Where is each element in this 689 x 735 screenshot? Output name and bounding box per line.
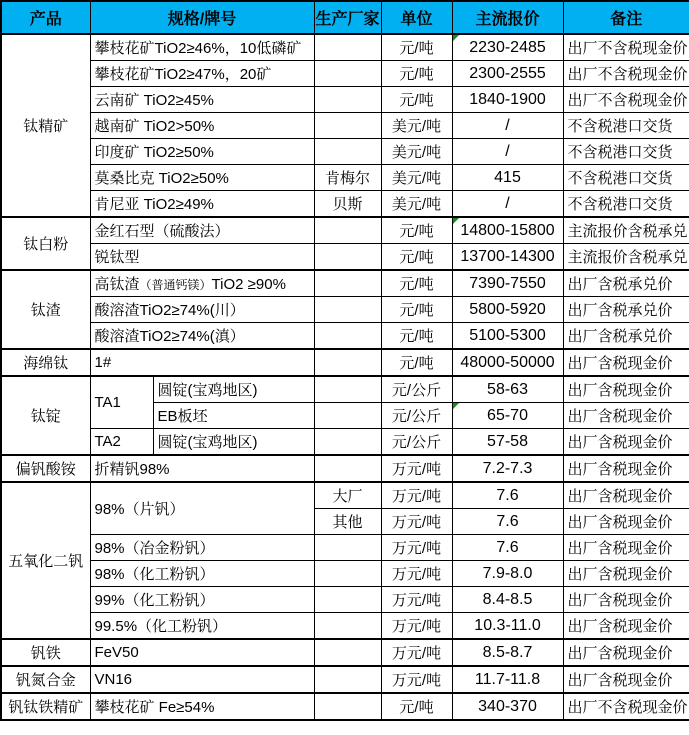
cell-maker [314,455,381,482]
table-row [1,165,689,191]
header-unit: 单位 [381,1,452,34]
cell-note: 出厂含税现金价 [563,376,689,403]
cell-price: 8.4-8.5 [452,587,563,613]
cell-price: 10.3-11.0 [452,613,563,640]
table-row [1,535,689,561]
cell-price: 14800-15800 [452,217,563,244]
cell-unit: 万元/吨 [381,639,452,666]
cell-unit: 元/吨 [381,349,452,376]
cell-spec: 99.5%（化工粉钒） [90,613,314,640]
cell-price: 48000-50000 [452,349,563,376]
cell-price: 1840-1900 [452,87,563,113]
cell-text-part: TiO2 ≥90% [211,276,286,293]
table-row [1,639,689,666]
cell-price: 7.6 [452,509,563,535]
cell-spec: 肯尼亚 TiO2≥49% [90,191,314,218]
table-row [1,666,689,693]
cell-note: 不含税港口交货 [563,113,689,139]
cell-maker [314,217,381,244]
table-row [1,217,689,244]
header-spec: 规格/牌号 [90,1,314,34]
cell-maker [314,323,381,350]
cell-maker [314,429,381,456]
cell-unit: 元/吨 [381,270,452,297]
table-row [1,191,689,218]
cell-price: / [452,139,563,165]
cell-maker [314,244,381,271]
cell-product: 钛白粉 [1,217,90,270]
cell-product: 五氧化二钒 [1,482,90,639]
cell-price: 340-370 [452,693,563,720]
cell-price: 11.7-11.8 [452,666,563,693]
table-row [1,113,689,139]
cell-price: 7390-7550 [452,270,563,297]
cell-price: 58-63 [452,376,563,403]
cell-maker: 肯梅尔 [314,165,381,191]
cell-spec: 圆锭(宝鸡地区) [153,429,314,456]
cell-note: 出厂含税现金价 [563,509,689,535]
cell-unit: 元/公斤 [381,403,452,429]
table-row [1,455,689,482]
table-row [1,587,689,613]
cell-spec: 莫桑比克 TiO2≥50% [90,165,314,191]
cell-note: 不含税港口交货 [563,165,689,191]
cell-price: 415 [452,165,563,191]
cell-unit: 元/公斤 [381,429,452,456]
cell-unit: 元/吨 [381,693,452,720]
cell-price: 7.6 [452,535,563,561]
cell-unit: 万元/吨 [381,561,452,587]
cell-spec: 1# [90,349,314,376]
table-body [1,34,689,720]
cell-unit: 元/吨 [381,297,452,323]
cell-note: 不含税港口交货 [563,139,689,165]
cell-maker: 其他 [314,509,381,535]
cell-spec: 云南矿 TiO2≥45% [90,87,314,113]
cell-maker [314,561,381,587]
cell-unit: 美元/吨 [381,165,452,191]
header-note: 备注 [563,1,689,34]
cell-spec: FeV50 [90,639,314,666]
cell-spec: 越南矿 TiO2>50% [90,113,314,139]
cell-note: 主流报价含税承兑 [563,217,689,244]
cell-spec: 攀枝花矿 Fe≥54% [90,693,314,720]
cell-note: 出厂含税现金价 [563,349,689,376]
header-product: 产品 [1,1,90,34]
cell-spec: 攀枝花矿TiO2≥47%，20矿 [90,61,314,87]
cell-spec: 98%（片钒） [90,482,314,535]
cell-maker [314,587,381,613]
cell-unit: 万元/吨 [381,455,452,482]
cell-unit: 元/吨 [381,217,452,244]
cell-product: 钛锭 [1,376,90,455]
cell-unit: 万元/吨 [381,535,452,561]
cell-maker [314,376,381,403]
cell-unit: 元/吨 [381,34,452,61]
cell-maker [314,349,381,376]
cell-spec: 折精钒98% [90,455,314,482]
cell-unit: 万元/吨 [381,613,452,640]
table-row [1,376,689,403]
cell-note: 出厂含税现金价 [563,482,689,509]
cell-product: 钒氮合金 [1,666,90,693]
table-row [1,482,689,509]
cell-unit: 元/吨 [381,61,452,87]
table-row [1,613,689,640]
cell-unit: 元/吨 [381,87,452,113]
cell-note: 出厂含税现金价 [563,455,689,482]
cell-note: 出厂不含税现金价 [563,87,689,113]
cell-product: 钒钛铁精矿 [1,693,90,720]
cell-price: 65-70 [452,403,563,429]
cell-unit: 万元/吨 [381,482,452,509]
table-row [1,561,689,587]
table-row [1,61,689,87]
cell-unit: 万元/吨 [381,666,452,693]
cell-note: 出厂含税承兑价 [563,297,689,323]
cell-spec: 圆锭(宝鸡地区) [153,376,314,403]
cell-note: 出厂含税现金价 [563,613,689,640]
table-row [1,139,689,165]
cell-price: / [452,191,563,218]
table-row [1,349,689,376]
table-row [1,297,689,323]
cell-spec: TA1 [90,376,153,429]
cell-note: 出厂不含税现金价 [563,34,689,61]
cell-note: 出厂不含税现金价 [563,61,689,87]
header-manufacturer: 生产厂家 [314,1,381,34]
cell-spec: TA2 [90,429,153,456]
cell-price: 7.9-8.0 [452,561,563,587]
cell-spec [90,270,314,297]
cell-text-part: （普通钙镁） [139,278,212,292]
cell-product: 偏钒酸铵 [1,455,90,482]
cell-note: 主流报价含税承兑 [563,244,689,271]
cell-text-part: 高钛渣 [94,276,140,293]
cell-note: 出厂含税现金价 [563,639,689,666]
cell-spec: 酸溶渣TiO2≥74%(川） [90,297,314,323]
cell-spec: 酸溶渣TiO2≥74%(滇） [90,323,314,350]
cell-price: 7.6 [452,482,563,509]
cell-maker [314,139,381,165]
cell-spec: 锐钛型 [90,244,314,271]
cell-maker [314,34,381,61]
cell-product: 钒铁 [1,639,90,666]
header-price: 主流报价 [452,1,563,34]
table-row [1,270,689,297]
cell-maker [314,693,381,720]
cell-note: 出厂含税现金价 [563,666,689,693]
cell-spec: 98%（冶金粉钒） [90,535,314,561]
cell-spec: 98%（化工粉钒） [90,561,314,587]
cell-price: 13700-14300 [452,244,563,271]
cell-spec: 金红石型（硫酸法） [90,217,314,244]
table-row [1,244,689,271]
cell-unit: 美元/吨 [381,139,452,165]
cell-unit: 元/公斤 [381,376,452,403]
cell-note: 不含税港口交货 [563,191,689,218]
cell-spec: 印度矿 TiO2≥50% [90,139,314,165]
cell-price: / [452,113,563,139]
cell-unit: 元/吨 [381,244,452,271]
cell-maker [314,535,381,561]
cell-note: 出厂不含税现金价 [563,693,689,720]
cell-note: 出厂含税现金价 [563,587,689,613]
cell-maker: 大厂 [314,482,381,509]
cell-spec: 攀枝花矿TiO2≥46%，10低磷矿 [90,34,314,61]
cell-price: 5800-5920 [452,297,563,323]
cell-maker: 贝斯 [314,191,381,218]
cell-price: 8.5-8.7 [452,639,563,666]
cell-product: 钛渣 [1,270,90,349]
cell-maker [314,613,381,640]
header-row [1,1,689,34]
cell-note: 出厂含税现金价 [563,403,689,429]
cell-unit: 万元/吨 [381,509,452,535]
cell-maker [314,113,381,139]
cell-spec: 99%（化工粉钒） [90,587,314,613]
cell-maker [314,639,381,666]
cell-price: 2300-2555 [452,61,563,87]
cell-price: 5100-5300 [452,323,563,350]
cell-maker [314,270,381,297]
table-row [1,429,689,456]
cell-note: 出厂含税承兑价 [563,323,689,350]
table-row [1,34,689,61]
cell-spec: VN16 [90,666,314,693]
cell-maker [314,403,381,429]
cell-unit: 元/吨 [381,323,452,350]
cell-maker [314,297,381,323]
cell-price: 7.2-7.3 [452,455,563,482]
cell-spec: EB板坯 [153,403,314,429]
cell-price: 57-58 [452,429,563,456]
cell-unit: 美元/吨 [381,191,452,218]
cell-price: 2230-2485 [452,34,563,61]
cell-product: 钛精矿 [1,34,90,217]
table-row [1,87,689,113]
cell-unit: 美元/吨 [381,113,452,139]
cell-unit: 万元/吨 [381,587,452,613]
cell-note: 出厂含税现金价 [563,535,689,561]
cell-note: 出厂含税现金价 [563,561,689,587]
cell-maker [314,87,381,113]
cell-note: 出厂含税现金价 [563,429,689,456]
cell-note: 出厂含税承兑价 [563,270,689,297]
cell-maker [314,666,381,693]
table-row [1,323,689,350]
cell-product: 海绵钛 [1,349,90,376]
table-row [1,693,689,720]
cell-maker [314,61,381,87]
